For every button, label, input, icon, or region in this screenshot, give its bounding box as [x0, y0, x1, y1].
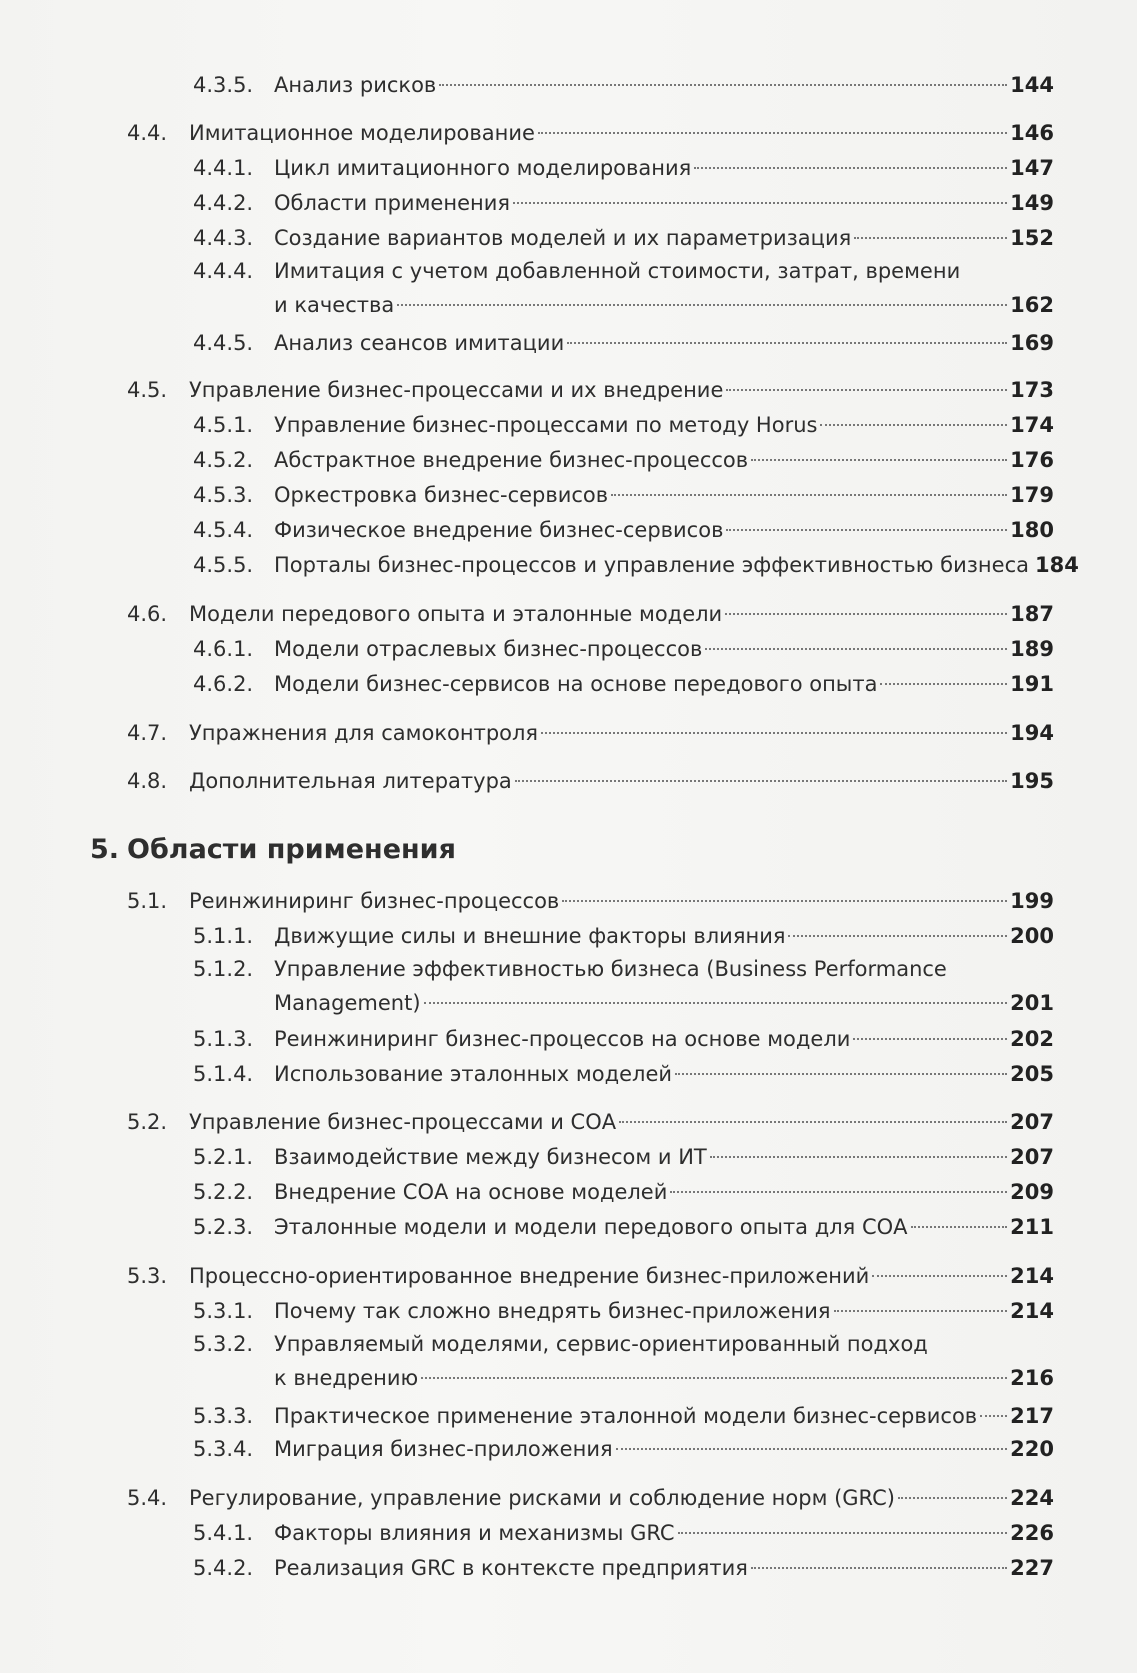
toc-title: Цикл имитационного моделирования [274, 156, 692, 180]
toc-title: Упражнения для самоконтроля [189, 721, 539, 745]
dot-leader [751, 457, 1007, 461]
toc-page-number: 147 [1010, 156, 1054, 180]
toc-title: Управление бизнес-процессами по методу Horus [274, 413, 818, 437]
toc-number: 5.3.2. [193, 1332, 254, 1356]
dot-leader [694, 165, 1007, 169]
toc-title: Реинжиниринг бизнес-процессов на основе модели [274, 1027, 851, 1051]
toc-title: Использование эталонных моделей [274, 1062, 673, 1086]
toc-title-line1: Имитация с учетом добавленной стоимости, затрат, времени [274, 259, 961, 283]
dot-leader [616, 1446, 1008, 1450]
toc-page-number: 144 [1010, 73, 1054, 97]
dot-leader [515, 778, 1007, 782]
toc-title-line1: Управляемый моделями, сервис-ориентированный подход [274, 1332, 928, 1356]
toc-page-number: 180 [1010, 518, 1054, 542]
toc-page-number: 189 [1010, 637, 1054, 661]
toc-title: Анализ сеансов имитации [274, 331, 565, 355]
toc-number: 4.5.1. [193, 413, 254, 437]
toc-page-number: 146 [1010, 121, 1054, 145]
toc-page-number: 195 [1010, 769, 1054, 793]
dot-leader [788, 933, 1007, 937]
toc-number: 5.2.1. [193, 1145, 254, 1169]
dot-leader [820, 422, 1007, 426]
toc-page-number: 217 [1010, 1404, 1054, 1428]
toc-title: Создание вариантов моделей и их параметризация [274, 226, 852, 250]
toc-title: Физическое внедрение бизнес-сервисов [274, 518, 724, 542]
toc-title: Порталы бизнес-процессов и управление эффективностью бизнеса [274, 553, 1029, 577]
toc-title: к внедрению [274, 1366, 419, 1390]
toc-page-number: 184 [1035, 553, 1079, 577]
dot-leader [880, 681, 1007, 685]
dot-leader [898, 1495, 1007, 1499]
dot-leader [853, 1036, 1007, 1040]
dot-leader [726, 527, 1007, 531]
toc-number: 5.3.4. [193, 1437, 254, 1461]
toc-page-number: 191 [1010, 672, 1054, 696]
toc-title: Движущие силы и внешние факторы влияния [274, 924, 786, 948]
dot-leader [854, 235, 1007, 239]
dot-leader [421, 1375, 1007, 1379]
toc-number: 4.6. [127, 602, 168, 626]
toc-page-number: 214 [1010, 1264, 1054, 1288]
dot-leader [834, 1308, 1008, 1312]
toc-page-number: 226 [1010, 1521, 1054, 1545]
toc-title: Факторы влияния и механизмы GRC [274, 1521, 675, 1545]
toc-page-number: 207 [1010, 1145, 1054, 1169]
toc-title: Регулирование, управление рисками и соблюдение норм (GRC) [189, 1486, 895, 1510]
toc-title: Практическое применение эталонной модели бизнес-сервисов [274, 1404, 978, 1428]
toc-number: 5.4.2. [193, 1556, 254, 1580]
toc-number: 4.4.3. [193, 226, 254, 250]
toc-title: Внедрение СОА на основе моделей [274, 1180, 668, 1204]
toc-number: 4.5.2. [193, 448, 254, 472]
toc-title: Модели бизнес-сервисов на основе передового опыта [274, 672, 878, 696]
toc-number: 5.1.2. [193, 957, 254, 981]
toc-page-number: 173 [1010, 378, 1054, 402]
toc-number: 5.3.3. [193, 1404, 254, 1428]
dot-leader [670, 1189, 1007, 1193]
toc-number: 5.1.4. [193, 1062, 254, 1086]
toc-title: Анализ рисков [274, 73, 437, 97]
toc-number: 5.1. [127, 889, 168, 913]
toc-number: 4.4.5. [193, 331, 254, 355]
toc-page-number: 194 [1010, 721, 1054, 745]
toc-page-number: 179 [1010, 483, 1054, 507]
chapter-title: Области применения [127, 834, 456, 865]
toc-number: 5.1.1. [193, 924, 254, 948]
toc-number: 5.2.3. [193, 1215, 254, 1239]
dot-leader [567, 340, 1007, 344]
toc-number: 4.7. [127, 721, 168, 745]
toc-number: 4.4.4. [193, 259, 254, 283]
dot-leader [424, 1000, 1008, 1004]
toc-page-number: 162 [1010, 293, 1054, 317]
toc-number: 4.4. [127, 121, 168, 145]
dot-leader [562, 898, 1007, 902]
toc-page-number: 199 [1010, 889, 1054, 913]
toc-page-number: 205 [1010, 1062, 1054, 1086]
dot-leader [619, 1119, 1007, 1123]
toc-page-number: 174 [1010, 413, 1054, 437]
toc-number: 4.6.2. [193, 672, 254, 696]
dot-leader [439, 82, 1007, 86]
toc-number: 4.5.3. [193, 483, 254, 507]
toc-page-number: 176 [1010, 448, 1054, 472]
toc-title-line1: Управление эффективностью бизнеса (Business Performance [274, 957, 947, 981]
toc-number: 4.4.1. [193, 156, 254, 180]
toc-number: 5.4. [127, 1486, 168, 1510]
dot-leader [710, 1154, 1007, 1158]
toc-title: Взаимодействие между бизнесом и ИТ [274, 1145, 707, 1169]
dot-leader [751, 1565, 1007, 1569]
toc-title: Оркестровка бизнес-сервисов [274, 483, 609, 507]
chapter-heading [90, 832, 456, 868]
toc-title: Области применения [274, 191, 511, 215]
dot-leader [725, 611, 1007, 615]
toc-page-number: 152 [1010, 226, 1054, 250]
toc-title: Реализация GRC в контексте предприятия [274, 1556, 748, 1580]
dot-leader [726, 387, 1007, 391]
toc-number: 5.3. [127, 1264, 168, 1288]
toc-number: 4.5.5. [193, 553, 254, 577]
toc-number: 5.3.1. [193, 1299, 254, 1323]
toc-title: Реинжиниринг бизнес-процессов [189, 889, 560, 913]
dot-leader [538, 130, 1007, 134]
toc-page-number: 227 [1010, 1556, 1054, 1580]
dot-leader [397, 302, 1007, 306]
toc-page-number: 200 [1010, 924, 1054, 948]
toc-title: Управление бизнес-процессами и СОА [189, 1110, 617, 1134]
dot-leader [872, 1273, 1007, 1277]
dot-leader [541, 730, 1007, 734]
toc-number: 5.2. [127, 1110, 168, 1134]
toc-page-number: 201 [1010, 991, 1054, 1015]
toc-title: и качества [274, 293, 395, 317]
toc-page-number: 224 [1010, 1486, 1054, 1510]
toc-number: 5.4.1. [193, 1521, 254, 1545]
toc-page-number: 202 [1010, 1027, 1054, 1051]
toc-page-number: 209 [1010, 1180, 1054, 1204]
dot-leader [678, 1530, 1008, 1534]
toc-page-number: 149 [1010, 191, 1054, 215]
toc-number: 4.3.5. [193, 73, 254, 97]
toc-number: 4.4.2. [193, 191, 254, 215]
toc-page-number: 214 [1010, 1299, 1054, 1323]
toc-number: 5.2.2. [193, 1180, 254, 1204]
toc-number: 4.5.4. [193, 518, 254, 542]
toc-title: Процессно-ориентированное внедрение бизнес-приложений [189, 1264, 870, 1288]
toc-page-number: 169 [1010, 331, 1054, 355]
toc-page-number: 216 [1010, 1366, 1054, 1390]
toc-page-number: 211 [1010, 1215, 1054, 1239]
dot-leader [911, 1224, 1008, 1228]
toc-title: Имитационное моделирование [189, 121, 535, 145]
toc-title: Абстрактное внедрение бизнес-процессов [274, 448, 749, 472]
dot-leader [611, 492, 1007, 496]
toc-number: 4.5. [127, 378, 168, 402]
toc-page-number: 187 [1010, 602, 1054, 626]
toc-page-number: 207 [1010, 1110, 1054, 1134]
toc-title: Управление бизнес-процессами и их внедрение [189, 378, 724, 402]
toc-title: Эталонные модели и модели передового опыта для СОА [274, 1215, 908, 1239]
toc-title: Модели передового опыта и эталонные модели [189, 602, 723, 626]
toc-page-number: 220 [1010, 1437, 1054, 1461]
dot-leader [513, 200, 1007, 204]
toc-title: Модели отраслевых бизнес-процессов [274, 637, 703, 661]
dot-leader [675, 1071, 1007, 1075]
toc-title: Management) [274, 991, 421, 1015]
toc-number: 4.8. [127, 769, 168, 793]
toc-title: Миграция бизнес-приложения [274, 1437, 613, 1461]
chapter-number: 5. [90, 834, 120, 865]
toc-number: 5.1.3. [193, 1027, 254, 1051]
dot-leader [705, 646, 1007, 650]
toc-title: Дополнительная литература [189, 769, 512, 793]
toc-title: Почему так сложно внедрять бизнес-приложения [274, 1299, 831, 1323]
toc-number: 4.6.1. [193, 637, 254, 661]
dot-leader [980, 1413, 1007, 1417]
